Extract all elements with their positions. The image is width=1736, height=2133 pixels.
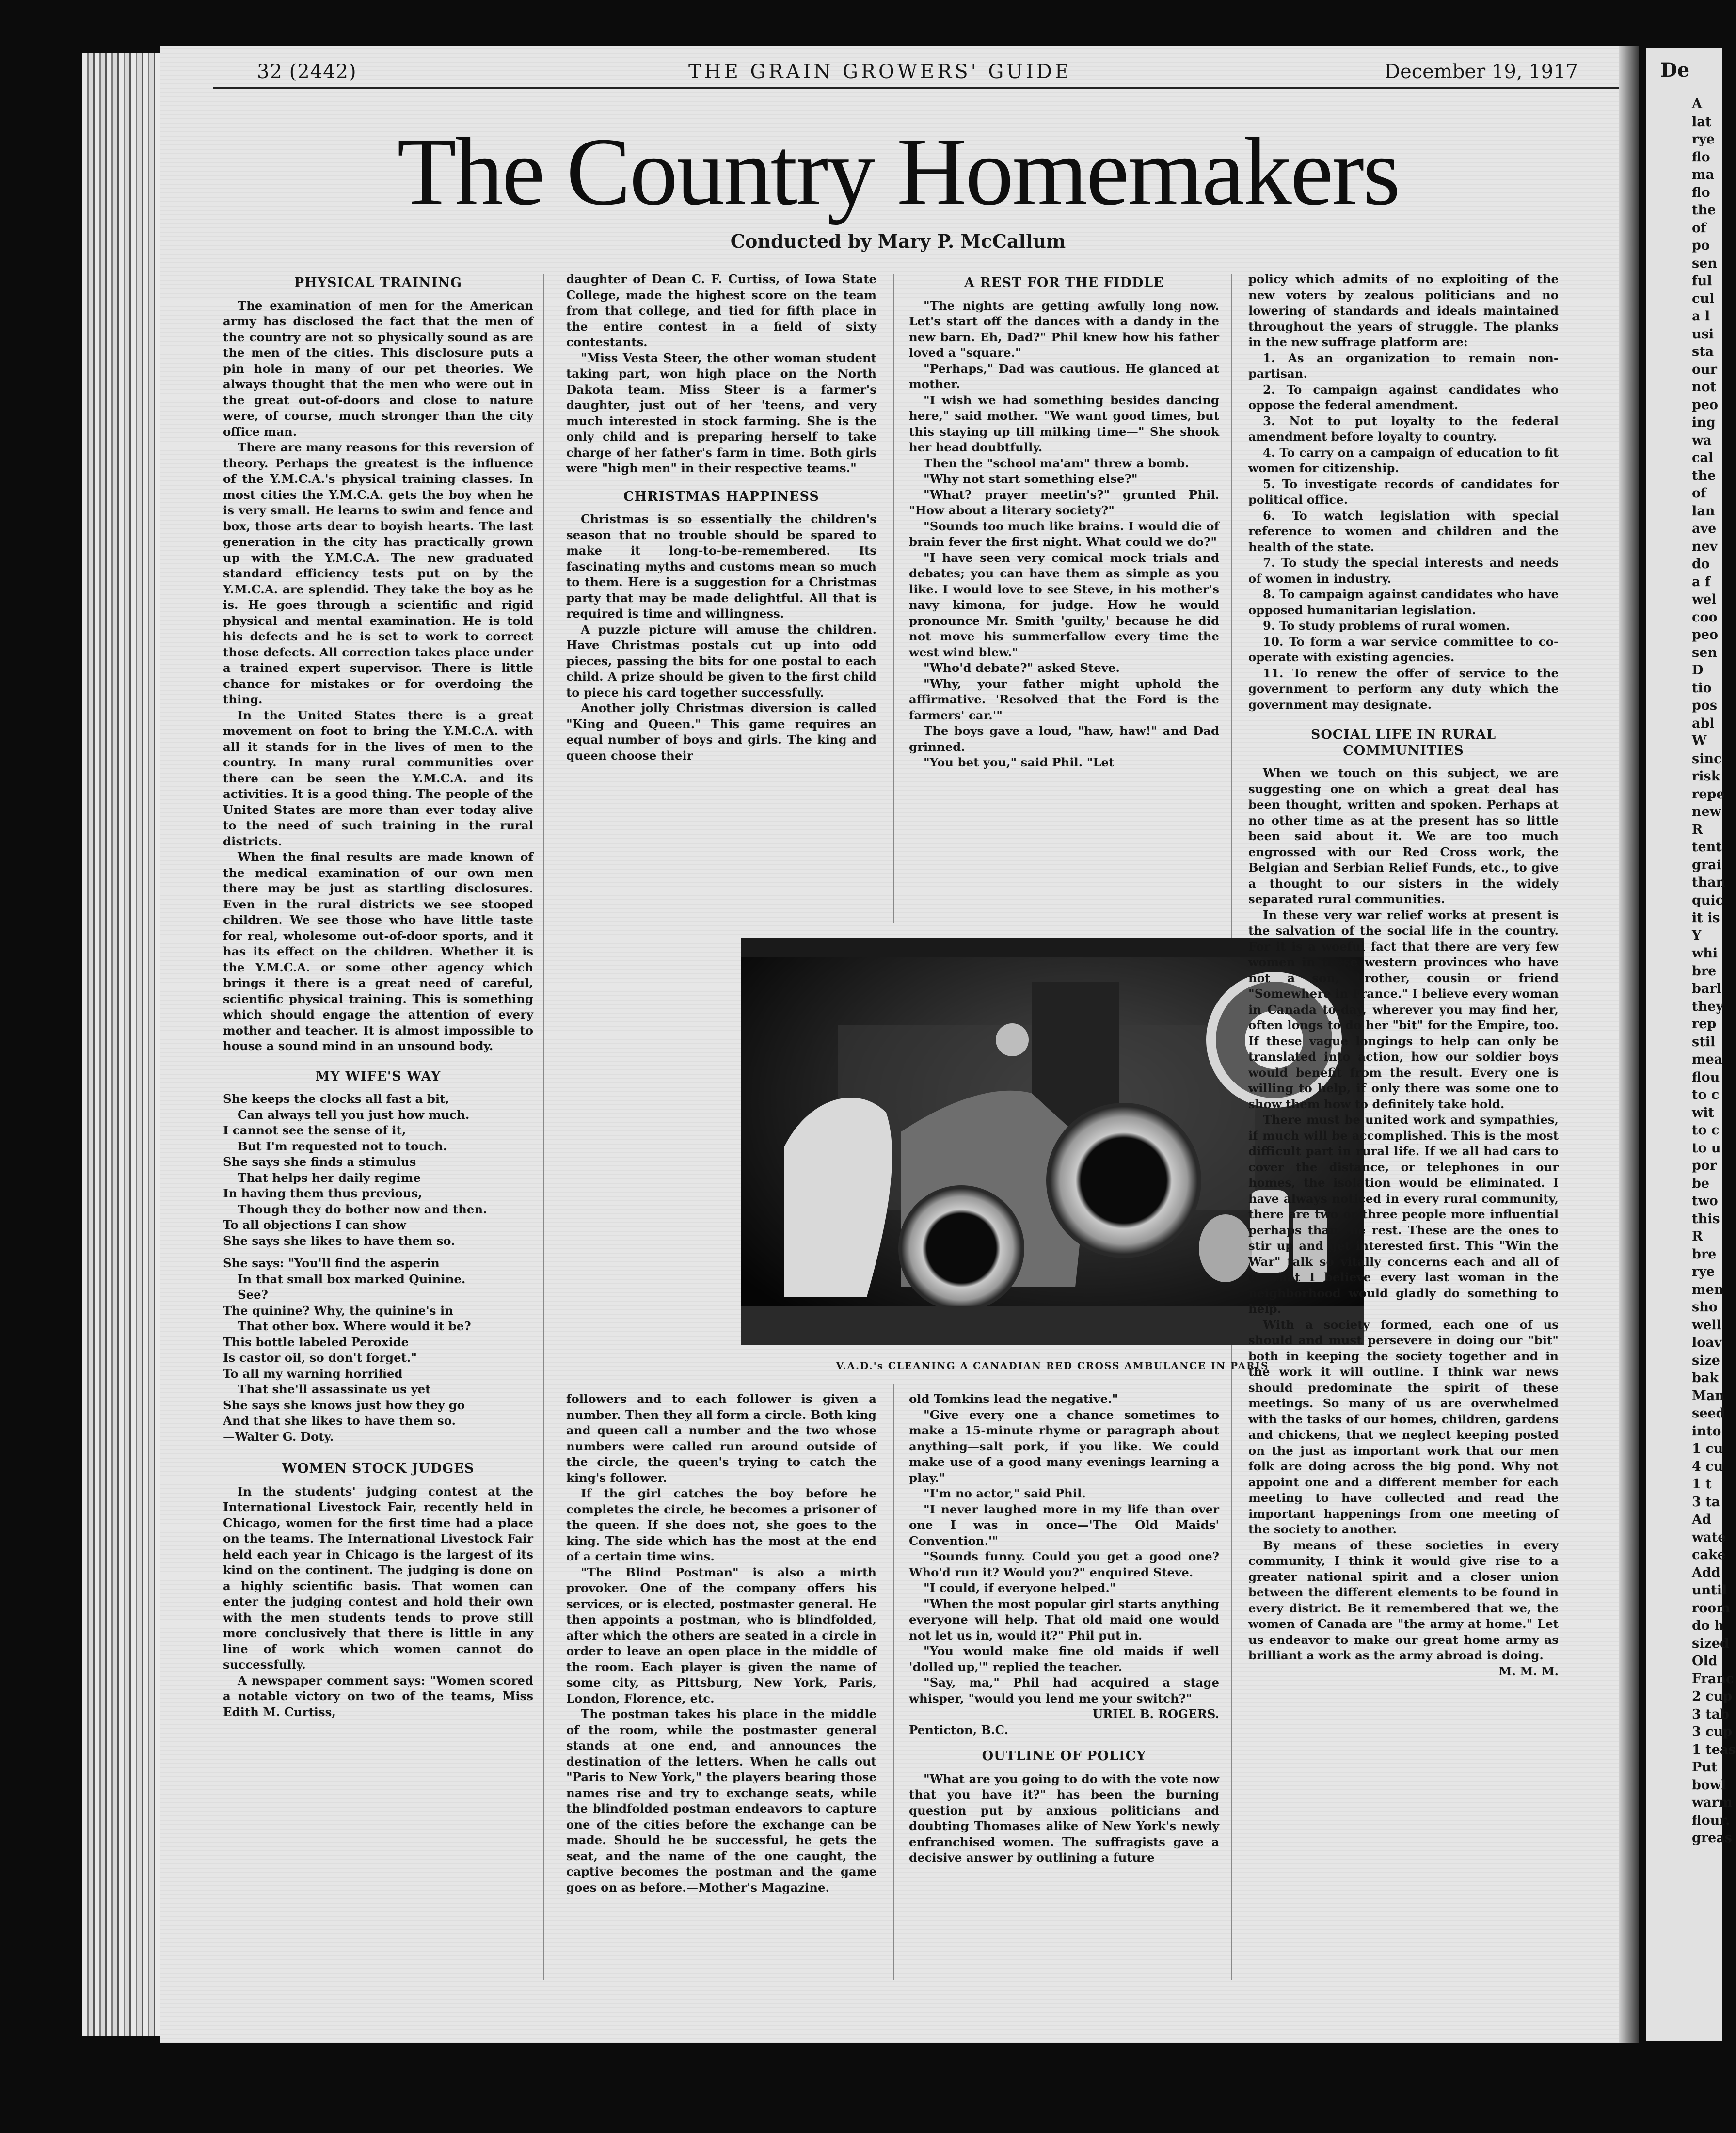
author-location: Penticton, B.C. <box>909 1722 1009 1737</box>
poem-line: That helps her daily regime <box>238 1170 421 1185</box>
paragraph: There are many reasons for this reversion of theory. Perhaps the greatest is the influence of the Y.M.C.A.'s physical training classes. In most cities the Y.M.C.A. gets the boy when he is very small. He learns to swim and fence and box, those arts dear to boyish hearts. The last generation in the city has practically grown up with the Y.M.C.A. The new graduated standard efficiency tests put on by the Y.M.C.A. are splendid. They take the boy as he is. He goes through a scientific and rigid physical and mental examination. He is told his defects and he is set to work to correct those defects. All correction takes place under a trained expert supervisor. There is little chance for mistakes or for overdoing the thing. <box>223 440 533 706</box>
poem-line: But I'm requested not to touch. <box>238 1139 447 1153</box>
facing-page-fragment: Put <box>1692 1760 1718 1775</box>
paragraph: The postman takes his place in the middle of the room, while the postmaster general stands at one end, and announces the destination of the letters. When he calls out "Paris to New York," the players bearing those names rise and try to exchange seats, while the blindfolded postman endeavors to capture one of the cities before the exchange can be made. Should he be successful, he gets the seat, and the name of the one caught, the captive becomes the postman and the game goes on as before.—Mother's Magazine. <box>566 1707 876 1894</box>
facing-page-fragment: into <box>1692 1423 1721 1439</box>
facing-page-fragment: of <box>1692 220 1706 236</box>
facing-page-fragment: 2 cup <box>1692 1689 1733 1704</box>
paragraph: "You bet you," said Phil. "Let <box>924 755 1115 769</box>
column-3-upper <box>909 271 1219 771</box>
paragraph: In the students' judging contest at the International Livestock Fair, recently held in Chicago, women for the first time had a place on the teams. The International Livestock Fair held each year in Chicago is the largest of its kind on the continent. The judging is done on a highly scientific basis. That women can enter the judging contest and hold their own with the men students tends to prove still more conclusively that there is little in any line of work which women cannot do successfully. <box>223 1484 533 1671</box>
paragraph: The examination of men for the American army has disclosed the fact that the men of the country are not so physically sound as are the men of the cities. This disclosure puts a pin hole in many of our pet theories. We always thought that the men who were out in the great out-of-doors and close to nature were, of course, much stronger than the city office man. <box>223 298 533 439</box>
poem-line: To all my warning horrified <box>223 1366 403 1381</box>
facing-page-fragment: coo <box>1692 609 1718 625</box>
facing-page-fragment: 1 t <box>1692 1477 1712 1492</box>
heading-physical-training: PHYSICAL TRAINING <box>294 275 462 290</box>
paragraph: "Why not start something else?" <box>924 472 1138 486</box>
facing-page-fragment: 1 cu <box>1692 1441 1723 1456</box>
facing-page-fragment: Man <box>1692 1388 1725 1403</box>
facing-page-fragment: mea <box>1692 1052 1723 1067</box>
heading-women-stock-judges: WOMEN STOCK JUDGES <box>282 1461 475 1476</box>
facing-page-fragment: ma <box>1692 167 1715 182</box>
paragraph: "Sounds funny. Could you get a good one? Who'd run it? Would you?" enquired Steve. <box>909 1549 1219 1579</box>
facing-page-fragment: sta <box>1692 344 1714 359</box>
paragraph: "The nights are getting awfully long now. Let's start off the dances with a dandy in the new barn. Eh, Dad?" Phil knew how his father loved a "square." <box>909 298 1219 360</box>
facing-page-fragment: tio <box>1692 680 1712 696</box>
column-rule <box>893 274 894 923</box>
newspaper-page <box>160 46 1636 2043</box>
paragraph: "I'm no actor," said Phil. <box>924 1486 1086 1500</box>
facing-page-fragment: rep <box>1692 1017 1717 1032</box>
article-author: URIEL B. ROGERS. <box>1092 1707 1219 1721</box>
facing-page-fragment: to u <box>1692 1140 1721 1156</box>
poem-line: Is castor oil, so don't forget." <box>223 1351 417 1365</box>
facing-page-fragment: room <box>1692 1600 1730 1616</box>
poem-line: In that small box marked Quinine. <box>238 1272 466 1286</box>
poem-line: She says: "You'll find the asperin <box>223 1256 440 1270</box>
facing-page-fragment: lan <box>1692 503 1715 519</box>
facing-page-fragment: 3 ta <box>1692 1494 1720 1510</box>
facing-page-fragment: well <box>1692 1317 1721 1333</box>
plank-item: 11. To renew the offer of service to the government to perform any duty which the government may designate. <box>1248 666 1559 712</box>
facing-page-fragment: 4 cu <box>1692 1459 1723 1474</box>
plank-item: 8. To campaign against candidates who have opposed humanitarian legislation. <box>1248 587 1559 617</box>
plank-item: 9. To study problems of rural women. <box>1263 619 1510 633</box>
paragraph: "Perhaps," Dad was cautious. He glanced at mother. <box>909 361 1219 391</box>
heading-outline-of-policy: OUTLINE OF POLICY <box>982 1749 1147 1764</box>
facing-page-fragment: 1 teas <box>1692 1742 1736 1757</box>
poem-line: She says she knows just how they go <box>223 1398 465 1412</box>
column-2-lower <box>566 1391 876 1895</box>
facing-page-fragment: sen <box>1692 255 1718 271</box>
facing-page-fragment: sen <box>1692 645 1718 660</box>
poem-line: Though they do bother now and then. <box>238 1202 487 1216</box>
paragraph: policy which admits of no exploiting of the new voters by zealous politicians and no lowering of standards and ideals maintained throughout the years of struggle. The planks in the new suffrage platform are: <box>1248 272 1559 349</box>
poem-line: That she'll assassinate us yet <box>238 1382 431 1396</box>
page-number: 32 (2442) <box>257 61 357 83</box>
paragraph: "The Blind Postman" is also a mirth provoker. One of the company offers his services, or is elected, postmaster general. He then appoints a postman, who is blindfolded, after which the others are seated in a circle in order to leave an open place in the middle of the room. Each player is given the name of some city, as Pittsburg, New York, Paris, London, Florence, etc. <box>566 1565 876 1705</box>
facing-page-fragment: new <box>1692 804 1721 819</box>
facing-page-fragment: warm <box>1692 1795 1733 1810</box>
paragraph: Christmas is so essentially the children's season that no trouble should be spared to make it long-to-be-remembered. Its fascinating myths and customs mean so much to them. Here is a suggestion for a Christmas party that may be made delightful. All that is required is time and willingness. <box>566 512 876 621</box>
page-gutter <box>1619 46 1639 2043</box>
section-title: The Country Homemakers <box>397 118 1399 225</box>
paragraph: If the girl catches the boy before he completes the circle, he becomes a prisoner of the queen. If she does not, she goes to the king. The side which has the most at the end of a certain time wins. <box>566 1486 876 1563</box>
facing-page-fragment: bowl <box>1692 1777 1726 1793</box>
facing-page-fragment: do h <box>1692 1618 1724 1633</box>
header-rule <box>213 87 1634 89</box>
poem-line: To all objections I can show <box>223 1218 406 1232</box>
plank-item: 1. As an organization to remain non-partisan. <box>1248 350 1559 381</box>
paragraph: In these very war relief works at present is the salvation of the social life in the country. For it is a woeful fact that there are very few women in these western provinces who have not a son, brother, cousin or friend "Somewhere in France." I believe every woman in Canada to-day, wherever you may find her, often longs to do her "bit" for the Empire, too. If these vague longings to help can only be translated into action, how our soldier boys would benefit from the result. Every one is willing to help, if only there was some one to show them how to definitely take hold. <box>1248 907 1559 1111</box>
facing-page-fragment: De <box>1660 59 1690 81</box>
facing-page-fragment: wate <box>1692 1529 1726 1545</box>
facing-page-fragment: flour. <box>1692 1813 1730 1828</box>
facing-page-fragment: until <box>1692 1583 1727 1598</box>
poem-line: That other box. Where would it be? <box>238 1319 471 1333</box>
poem-line: And that she likes to have them so. <box>223 1414 456 1428</box>
issue-date: December 19, 1917 <box>1385 61 1578 83</box>
facing-page-fragment: loav <box>1692 1335 1722 1350</box>
column-1 <box>223 271 533 1720</box>
poem-line: This bottle labeled Peroxide <box>223 1335 409 1349</box>
facing-page-fragment: than <box>1692 875 1726 890</box>
paragraph: "You would make fine old maids if well 'dolled up,'" replied the teacher. <box>909 1644 1219 1674</box>
publication-name: THE GRAIN GROWERS' GUIDE <box>688 61 1072 83</box>
column-2-upper <box>566 271 876 764</box>
poem-line: See? <box>238 1288 268 1302</box>
facing-page-fragment: cake <box>1692 1547 1726 1562</box>
plank-item: 10. To form a war service committee to co-operate with existing agencies. <box>1248 634 1559 664</box>
poem-line: I cannot see the sense of it, <box>223 1123 406 1137</box>
facing-page-fragment: D <box>1692 663 1704 678</box>
paragraph: Another jolly Christmas diversion is called "King and Queen." This game requires an equal number of boys and girls. The king and queen choose their <box>566 701 876 763</box>
facing-page-fragment: peo <box>1692 627 1719 642</box>
paragraph: "I could, if everyone helped." <box>924 1581 1116 1595</box>
facing-page-fragment: not <box>1692 380 1717 395</box>
poem-line: She says she finds a stimulus <box>223 1155 416 1169</box>
facing-page-fragment: R <box>1692 822 1703 837</box>
poem-line: In having them thus previous, <box>223 1186 422 1200</box>
paragraph: old Tomkins lead the negative." <box>909 1392 1118 1406</box>
facing-page-fragment: rye <box>1692 1264 1715 1279</box>
facing-page-fragment: tent <box>1692 840 1722 855</box>
facing-page-fragment: peo <box>1692 397 1719 413</box>
facing-page-fragment: ful <box>1692 273 1712 288</box>
facing-page-fragment: sized <box>1692 1636 1729 1651</box>
paragraph: "Say, ma," Phil had acquired a stage whisper, "would you lend me your switch?" <box>909 1675 1219 1705</box>
facing-page-fragment: Add <box>1692 1565 1720 1580</box>
facing-page-fragment: to c <box>1692 1087 1720 1102</box>
paragraph: "When the most popular girl starts anything everyone will help. That old maid one would not let us in, would it?" Phil put in. <box>909 1596 1219 1642</box>
facing-page-fragment: do <box>1692 557 1710 572</box>
paragraph: A puzzle picture will amuse the children. Have Christmas postals cut up into odd pieces, passing the bits for one postal to each child. A prize should be given to the first child to piece his card together successfully. <box>566 622 876 700</box>
facing-page-fragment: our <box>1692 362 1717 377</box>
facing-page-fragment: 3 tab <box>1692 1706 1730 1722</box>
facing-page-fragment: bre <box>1692 1246 1717 1262</box>
column-rule <box>893 1384 894 1980</box>
facing-page-fragment: it is <box>1692 910 1720 925</box>
facing-page-fragment: men <box>1692 1282 1724 1297</box>
facing-page-fragment: 3 cup <box>1692 1724 1733 1739</box>
facing-page-fragment: flou <box>1692 1069 1720 1085</box>
facing-page-fragment: R <box>1692 1229 1703 1244</box>
facing-page-fragment: Ad <box>1692 1512 1711 1527</box>
heading-christmas-happiness: CHRISTMAS HAPPINESS <box>623 489 819 504</box>
paragraph: daughter of Dean C. F. Curtiss, of Iowa State College, made the highest score on the team from that college, and tied for fifth place in the entire contest in a field of sixty contestants. <box>566 272 876 349</box>
paragraph: The boys gave a loud, "haw, haw!" and Dad grinned. <box>909 724 1219 754</box>
plank-item: 4. To carry on a campaign of education to fit women for citizenship. <box>1248 445 1559 475</box>
plank-item: 3. Not to put loyalty to the federal amendment before loyalty to country. <box>1248 414 1559 444</box>
facing-page-fragment: flo <box>1692 185 1710 200</box>
facing-page-fragment: the <box>1692 203 1716 218</box>
facing-page-fragment: a f <box>1692 574 1711 589</box>
facing-page-fragment: A <box>1692 96 1702 111</box>
facing-page-fragment: wel <box>1692 592 1717 607</box>
facing-page-fragment: cal <box>1692 450 1714 465</box>
facing-page-fragment: a l <box>1692 309 1710 324</box>
paragraph: "I never laughed more in my life than over one I was in once—'The Old Maids' Convention.'" <box>909 1502 1219 1548</box>
poem-line: The quinine? Why, the quinine's in <box>223 1303 453 1318</box>
paragraph: "Who'd debate?" asked Steve. <box>924 661 1120 675</box>
facing-page-edge <box>1646 48 1736 2041</box>
column-4 <box>1248 271 1559 1679</box>
facing-page-fragment: seed <box>1692 1406 1725 1421</box>
paragraph: "Why, your father might uphold the affirmative. 'Resolved that the Ford is the farmers' car.'" <box>909 676 1219 722</box>
paragraph: "Miss Vesta Steer, the other woman student taking part, won high place on the North Dakota team. Miss Steer is a farmer's daughter, just out of her 'teens, and very much interested in stock farming. She is the only child and is preparing herself to take charge of her father's farm in time. Both girls were "high men" in their respective teams." <box>566 350 876 475</box>
heading-rest-for-fiddle: A REST FOR THE FIDDLE <box>964 275 1164 290</box>
facing-page-fragment: bre <box>1692 963 1717 979</box>
paragraph: In the United States there is a great movement on foot to bring the Y.M.C.A. with all it stands for in the lives of men to the country. In many rural communities over there can be seen the Y.M.C.A. and its activities. It is a good thing. The people of the United States are more than ever today alive to the need of such training in the rural districts. <box>223 708 533 848</box>
facing-page-fragment: whi <box>1692 946 1718 961</box>
facing-page-fragment: Old <box>1692 1654 1718 1669</box>
paragraph: "I wish we had something besides dancing here," said mother. "We want good times, but this staying up till milking time—" She shook her head doubtfully. <box>909 393 1219 454</box>
facing-page-fragment: stil <box>1692 1034 1716 1050</box>
paragraph: With a society formed, each one of us should and must persevere in doing our "bit" both in keeping the society together and in the work it will outline. I think war news should predominate the spirit of these meetings. So many of us are overwhelmed with the tasks of our homes, children, gardens and chickens, that we neglect keeping posted on the just as important work that our men folk are doing across the big pond. Why not appoint one and a different member for each meeting to have collected and read the important happenings from one meeting of the society to another. <box>1248 1317 1559 1536</box>
photo-caption: V.A.D.'s CLEANING A CANADIAN RED CROSS AMBULANCE IN PARIS <box>836 1360 1269 1371</box>
facing-page-fragment: Y <box>1692 928 1702 943</box>
facing-page-fragment: nev <box>1692 539 1718 554</box>
facing-page-fragment: sinc <box>1692 751 1722 766</box>
facing-page-fragment: W <box>1692 733 1707 748</box>
paragraph: "What? prayer meetin's?" grunted Phil. "How about a literary society?" <box>909 487 1219 517</box>
poem-line: She keeps the clocks all fast a bit, <box>223 1092 449 1106</box>
poem-line: She says she likes to have them so. <box>223 1233 455 1248</box>
facing-page-fragment: repe <box>1692 786 1725 802</box>
facing-page-fragment: greas <box>1692 1831 1732 1846</box>
facing-page-fragment: ing <box>1692 415 1716 430</box>
facing-page-fragment: two <box>1692 1194 1718 1209</box>
paragraph: "Sounds too much like brains. I would die of brain fever the first night. What could we do?" <box>909 519 1219 549</box>
facing-page-fragment: sho <box>1692 1300 1718 1315</box>
plank-item: 2. To campaign against candidates who oppose the federal amendment. <box>1248 382 1559 412</box>
facing-page-fragment: cul <box>1692 291 1715 306</box>
facing-page-fragment: risk <box>1692 769 1720 784</box>
plank-item: 6. To watch legislation with special reference to women and children and the health of the state. <box>1248 508 1559 554</box>
heading-my-wifes-way: MY WIFE'S WAY <box>315 1068 441 1084</box>
facing-page-fragment: Franc <box>1692 1671 1734 1687</box>
poem <box>223 1091 533 1445</box>
paragraph: "Give every one a chance sometimes to make a 15-minute rhyme or paragraph about anything—salt pork, if you like. We could make use of a good many evenings learning a play." <box>909 1407 1219 1485</box>
facing-page-fragment: grai <box>1692 857 1721 873</box>
paragraph: There must be united work and sympathies, if much will be accomplished. This is the most difficult part in rural life. If we all had cars to cover the distance, or telephones in our homes, the isolation would be eliminated. I have always noticed in every rural community, there are two or three people more influential perhaps than the rest. These are the ones to stir up and get interested first. This "Win the War" talk so vitally concerns each and all of us that I believe every last woman in the neighborhood would gladly do something to help. <box>1248 1113 1559 1316</box>
facing-page-fragment: be <box>1692 1176 1710 1191</box>
heading-social-life: SOCIAL LIFE IN RURAL COMMUNITIES <box>1310 727 1497 758</box>
facing-page-fragment: po <box>1692 238 1710 253</box>
poem-author: —Walter G. Doty. <box>223 1429 334 1444</box>
facing-page-fragment: lat <box>1692 114 1712 129</box>
facing-page-fragment: this <box>1692 1211 1720 1226</box>
facing-page-fragment: wa <box>1692 432 1712 448</box>
facing-page-fragment: por <box>1692 1158 1717 1173</box>
facing-page-fragment: of <box>1692 486 1706 501</box>
paragraph: "I have seen very comical mock trials and debates; you can have them as simple as you like. I would love to see Steve, in his mother's navy kimona, for judge. How he would pronounce Mr. Smith 'guilty,' because he did not move his summerfallow every time the west wind blew." <box>909 550 1219 659</box>
article-author: M. M. M. <box>1498 1664 1559 1678</box>
paragraph: followers and to each follower is given a number. Then they all form a circle. Both king and queen call a number and the two whose numbers were called run around outside of the circle, the queen's trying to catch the king's follower. <box>566 1392 876 1485</box>
paragraph: Then the "school ma'am" threw a bomb. <box>924 456 1189 470</box>
facing-page-fragment: size <box>1692 1353 1720 1368</box>
paragraph: By means of these societies in every community, I think it would give rise to a greater national spirit and a closer union between the different elements to be found in every district. Be it remembered that we, the women of Canada are "the army at home." Let us endeavor to make our great home army as brilliant a work as the army abroad is doing. <box>1248 1538 1559 1662</box>
facing-page-fragment: bak <box>1692 1370 1719 1385</box>
column-rule <box>543 274 544 1980</box>
facing-page-fragment: flo <box>1692 149 1710 165</box>
byline: Conducted by Mary P. McCallum <box>730 230 1066 252</box>
paragraph: "What are you going to do with the vote now that you have it?" has been the burning question put by anxious politicians and doubting Thomases alike of New York's newly enfranchised women. The suffragists gave a decisive answer by outlining a future <box>909 1771 1219 1864</box>
facing-page-fragment: barl <box>1692 981 1721 996</box>
poem-line: Can always tell you just how much. <box>238 1107 470 1122</box>
plank-item: 5. To investigate records of candidates for political office. <box>1248 477 1559 507</box>
plank-item: 7. To study the special interests and needs of women in industry. <box>1248 556 1559 586</box>
facing-page-fragment: abl <box>1692 716 1715 731</box>
paragraph: When we touch on this subject, we are suggesting one on which a great deal has been thought, written and spoken. Perhaps at no other time as at the present has so little been said about it. We are too much engrossed with our Red Cross work, the Belgian and Serbian Relief Funds, etc., to give a thought to our sisters in the widely separated rural communities. <box>1248 766 1559 906</box>
facing-page-fragment: rye <box>1692 132 1715 147</box>
facing-page-fragment: to c <box>1692 1123 1720 1138</box>
paragraph: When the final results are made known of the medical examination of our own men there may be just as startling disclosures. Even in the rural districts we see stooped children. We see those who have little taste for real, wholesome out-of-door sports, and it has its effect on the children. Whether it is the Y.M.C.A. or some other agency which brings it there is a great need of careful, scientific physical training. This is something which should engage the attention of every mother and teacher. It is almost impossible to house a sound mind in an unsound body. <box>223 850 533 1053</box>
facing-page-fragment: the <box>1692 468 1716 483</box>
paragraph: A newspaper comment says: "Women scored a notable victory on two of the teams, Miss Edith M. Curtiss, <box>223 1673 533 1719</box>
facing-page-fragment: ave <box>1692 521 1717 536</box>
facing-page-fragment: usi <box>1692 326 1714 342</box>
facing-page-fragment: pos <box>1692 698 1718 713</box>
facing-page-fragment: they <box>1692 999 1723 1014</box>
facing-page-fragment: quic <box>1692 892 1724 908</box>
facing-page-fragment: wit <box>1692 1105 1714 1120</box>
column-3-lower <box>909 1391 1219 1866</box>
